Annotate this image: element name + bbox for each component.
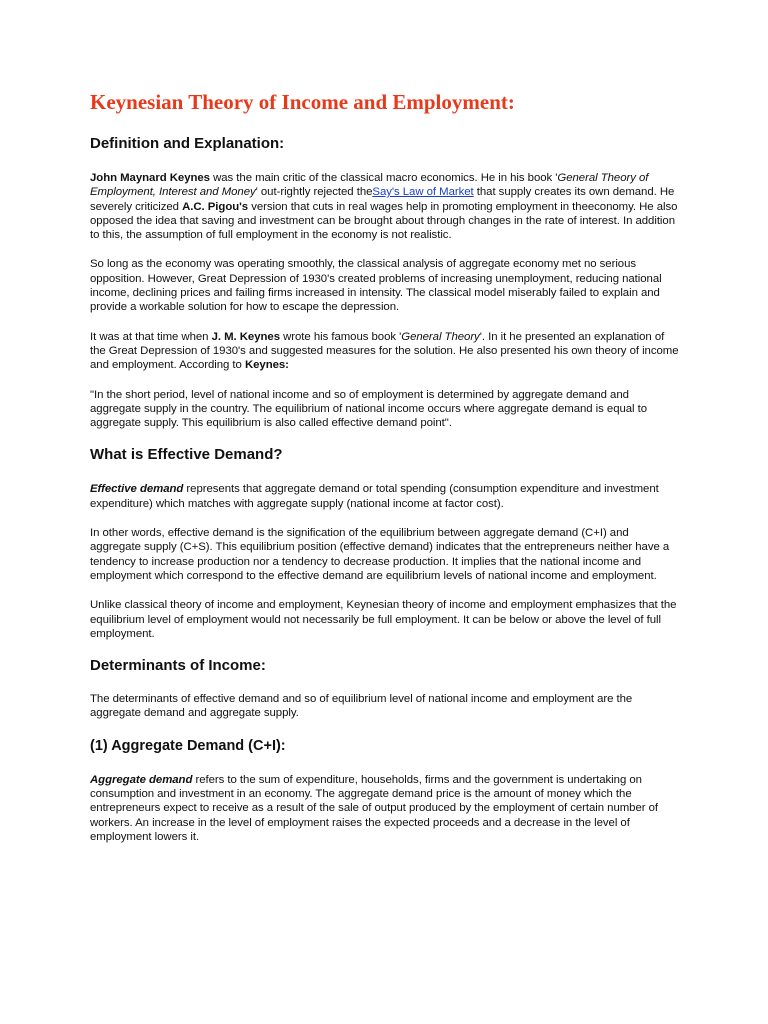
says-law-link[interactable]: Say's Law of Market — [372, 186, 474, 199]
keynes-label: Keynes: — [244, 359, 289, 372]
paragraph-determinants: The determinants of effective demand and so of equilibrium level of national income and employment are the aggregate demand and aggregate supply. — [90, 693, 633, 720]
paragraph-unlike-classical: Unlike classical theory of income and employment, Keynesian theory of income and employment emphasizes that the equilibrium level of employment would not necessarily be full employment. It can be below or above the level of full employment. — [90, 599, 677, 640]
effective-demand-term: Effective demand — [90, 483, 184, 496]
paragraph-aggregate-demand: Aggregate demand refers to the sum of expenditure, households, firms and the government is undertaking on consumption and investment in an economy. The aggregate demand price is the amount of money which the entrepreneurs expect to receive as a result of the sale of output produced by the employment of certain number of workers. An increase in the level of employment raises the expected proceeds and a decrease in the level of employment lowers it. — [90, 773, 659, 843]
aggregate-demand-term: Aggregate demand — [90, 773, 193, 786]
document-page — [90, 88, 680, 859]
keynes-quote: "In the short period, level of national income and so of employment is determined by aggregate demand and aggregate supply in the country. The equilibrium of national income occurs where aggregate demand is equal to aggregate supply. This equilibrium is also called effective demand point". — [90, 388, 648, 430]
paragraph-equilibrium: In other words, effective demand is the signification of the equilibrium between aggregate demand (C+I) and aggregate supply (C+S). This equilibrium position (effective demand) indicates that the entrepreneurs neither have a tendency to increase production nor a tendency to decrease production. It implies that the national income and employment which correspond to the effective demand are equilibrium levels of national income and employment. — [90, 527, 670, 582]
pigou-name: A.C. Pigou's — [182, 200, 249, 213]
heading-effective-demand: What is Effective Demand? — [90, 446, 283, 464]
jm-keynes-name: J. M. Keynes — [211, 330, 280, 343]
heading-aggregate-demand: (1) Aggregate Demand (C+I): — [90, 737, 286, 754]
paragraph-depression: So long as the economy was operating smoothly, the classical analysis of aggregate economy met no serious opposition. However, Great Depression of 1930's created problems of increasing unemployment, reducing national income, declining prices and failing firms increased in intensity. The classical model miserably failed to explain and provide a workable solution for how to escape the depression. — [90, 258, 662, 314]
heading-determinants: Determinants of Income: — [90, 657, 266, 675]
paragraph-keynes-critic: John Maynard Keynes was the main critic of the classical macro economics. He in his book 'General Theory of Employment, Interest and Money' out-rightly rejected theSay's Law of Market that supply creates its own demand. He severely criticized A.C. Pigou's version that cuts in real wages help in promoting employment in theeconomy. He also opposed the idea that saving and investment can be brought about through changes in the rate of interest. In addition to this, the assumption of full employment in the economy is not realistic. — [90, 172, 678, 242]
general-theory-title: General Theory — [401, 330, 480, 343]
paragraph-general-theory: It was at that time when J. M. Keynes wrote his famous book 'General Theory'. In it he presented an explanation of the Great Depression of 1930's and suggested measures for the solution. He also presented his own theory of income and employment. According to Keynes: — [90, 330, 679, 372]
paragraph-effective-demand: Effective demand represents that aggregate demand or total spending (consumption expenditure and investment expenditure) which matches with aggregate supply (national income at factor cost). — [90, 483, 659, 510]
keynes-name: John Maynard Keynes — [90, 172, 210, 184]
heading-definition: Definition and Explanation: — [90, 135, 285, 152]
page-title: Keynesian Theory of Income and Employment: — [90, 90, 515, 114]
book-title: General Theory of Employment, Interest and Money — [90, 172, 649, 199]
